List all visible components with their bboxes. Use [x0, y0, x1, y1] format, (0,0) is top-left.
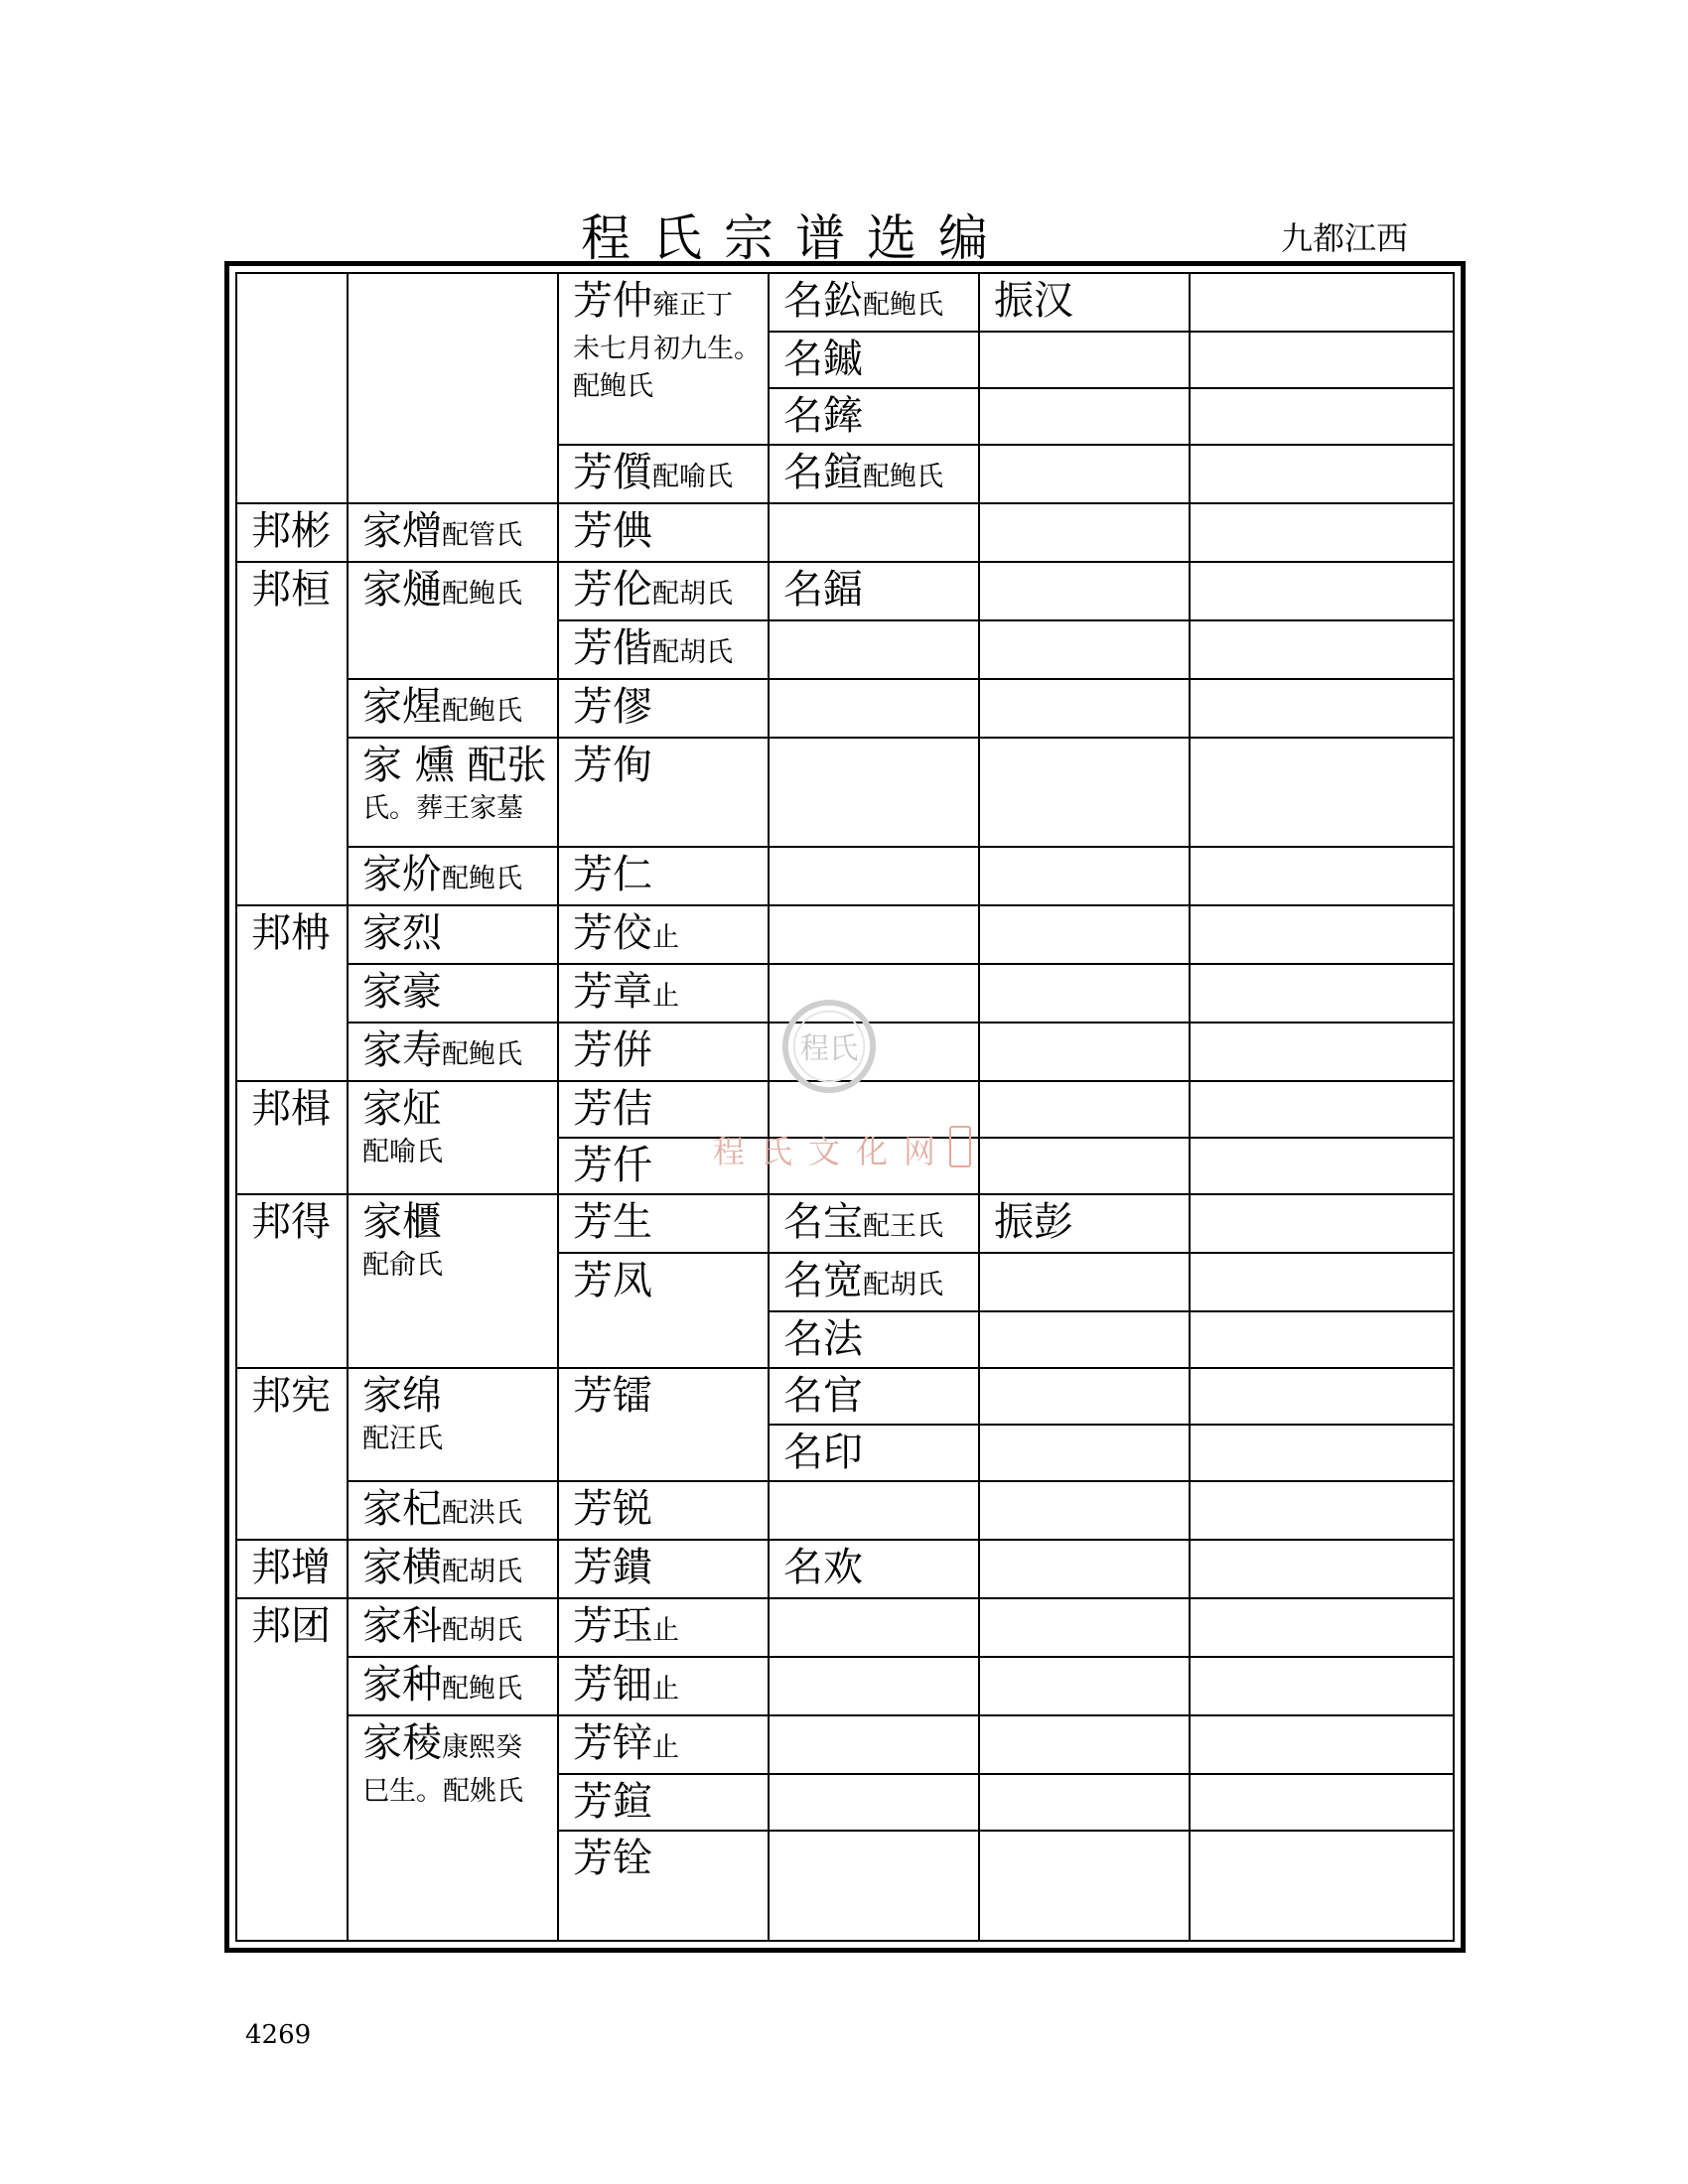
table-row: [236, 738, 1454, 847]
cell-gen1: 邦得: [236, 1194, 348, 1368]
cell-gen6: [1190, 1023, 1454, 1081]
cell-gen6: [1190, 1311, 1454, 1368]
member-name: 家櫃: [362, 1199, 442, 1245]
cell-gen5: [979, 503, 1190, 562]
cell-gen6: [1190, 1081, 1454, 1138]
member-name: 家熷: [362, 508, 442, 554]
cell-gen4: [769, 1598, 979, 1657]
table-row: [236, 905, 1454, 964]
table-row: [236, 503, 1454, 562]
member-name: 芳伦: [573, 567, 652, 613]
cell-gen4: [769, 1657, 979, 1715]
cell-gen5: [979, 1598, 1190, 1657]
member-note: 配胡氏: [863, 1270, 943, 1300]
cell-gen6: [1190, 1368, 1454, 1425]
member-name: 家炡: [362, 1086, 442, 1132]
table-row: [236, 679, 1454, 738]
cell-gen3: 芳鍹: [558, 1774, 769, 1831]
member-note: 配鲍氏: [442, 579, 522, 610]
cell-gen1: 邦增: [236, 1540, 348, 1598]
member-note: 配鲍氏: [442, 1039, 522, 1070]
member-name: 家绵: [362, 1373, 442, 1419]
cell-gen4: [769, 620, 979, 679]
member-note: 止: [652, 1732, 679, 1763]
cell-gen2: [348, 562, 558, 679]
page-title: 程氏宗谱选编: [581, 209, 1010, 267]
cell-gen6: [1190, 332, 1454, 388]
cell-gen2: 家烈: [348, 905, 558, 964]
cell-gen1: 邦柟: [236, 905, 348, 1081]
cell-gen4: [769, 1831, 979, 1941]
cell-gen6: [1190, 1715, 1454, 1774]
cell-gen1: 邦宪: [236, 1368, 348, 1540]
cell-gen3: 芳鐀: [558, 1540, 769, 1598]
cell-gen2: [348, 1194, 558, 1368]
cell-gen1: 邦桓: [236, 562, 348, 905]
cell-gen2: [348, 1540, 558, 1598]
member-note: 雍正丁: [652, 290, 733, 321]
cell-gen3: [558, 1715, 769, 1774]
cell-gen3: 芳倎: [558, 503, 769, 562]
cell-gen5: [979, 964, 1190, 1023]
cell-gen6: [1190, 1194, 1454, 1253]
cell-gen6: [1190, 388, 1454, 445]
cell-gen4: 名法: [769, 1311, 979, 1368]
member-note: 配俞氏: [362, 1250, 443, 1281]
cell-gen3: [558, 1598, 769, 1657]
cell-gen6: [1190, 1540, 1454, 1598]
cell-gen5: [979, 1081, 1190, 1138]
cell-gen6: [1190, 1253, 1454, 1311]
cell-gen5: [979, 1138, 1190, 1194]
member-name: 家杞: [362, 1486, 442, 1532]
cell-gen2: [348, 1081, 558, 1194]
cell-gen3: 芳佶: [558, 1081, 769, 1138]
cell-gen5: [979, 1831, 1190, 1941]
member-note: 配喻氏: [362, 1137, 443, 1167]
region-label: 九都江西: [1281, 219, 1409, 257]
page-number: 4269: [245, 2020, 312, 2050]
cell-gen4: 名印: [769, 1425, 979, 1481]
member-note: 配胡氏: [652, 637, 733, 668]
cell-gen2: [348, 1023, 558, 1081]
member-note: 未七月初九生。配鲍氏: [573, 334, 761, 402]
table-row: [236, 847, 1454, 905]
member-name: 芳钿: [573, 1662, 652, 1707]
cell-gen5: [979, 1774, 1190, 1831]
member-name: 家横: [362, 1545, 442, 1590]
member-note: 配鲍氏: [442, 1674, 522, 1705]
cell-gen2: [348, 1657, 558, 1715]
cell-gen4: [769, 1481, 979, 1540]
cell-gen4: [769, 905, 979, 964]
member-name: 名宝: [783, 1199, 863, 1245]
cell-gen5: [979, 905, 1190, 964]
cell-gen1: 邦楫: [236, 1081, 348, 1194]
cell-gen4: 名鏲: [769, 388, 979, 445]
cell-gen4: [769, 1253, 979, 1311]
member-name: 芳佼: [573, 910, 652, 956]
cell-gen6: [1190, 1138, 1454, 1194]
cell-gen5: [979, 1481, 1190, 1540]
cell-gen5: [979, 1368, 1190, 1425]
cell-gen6: [1190, 1598, 1454, 1657]
table-row: [236, 1598, 1454, 1657]
cell-gen3: [558, 620, 769, 679]
table-row: [236, 1194, 1454, 1253]
cell-gen5: [979, 332, 1190, 388]
cell-gen6: [1190, 1481, 1454, 1540]
cell-gen6: [1190, 679, 1454, 738]
cell-gen2: [348, 847, 558, 905]
member-name: 芳锌: [573, 1720, 652, 1766]
cell-gen3: [558, 964, 769, 1023]
cell-gen5: [979, 1253, 1190, 1311]
cell-gen5: [979, 388, 1190, 445]
cell-gen5: [979, 847, 1190, 905]
member-name: 芳仲: [573, 278, 652, 324]
seal-stamp-icon: [780, 998, 878, 1095]
member-note: 巳生。配姚氏: [362, 1776, 523, 1807]
cell-gen2: [348, 503, 558, 562]
member-note: 止: [652, 1615, 679, 1646]
cell-gen4: [769, 273, 979, 332]
cell-gen5: 振汉: [979, 273, 1190, 332]
member-name: 芳章: [573, 969, 652, 1015]
member-note: 配汪氏: [362, 1424, 443, 1454]
member-name: 家熥: [362, 567, 442, 613]
cell-gen5: [979, 1311, 1190, 1368]
member-note: 止: [652, 922, 679, 953]
cell-gen3: 芳僇: [558, 679, 769, 738]
member-name: 家炌: [362, 852, 442, 897]
cell-gen5: [979, 1023, 1190, 1081]
watermark-stamp-icon: [949, 1126, 971, 1167]
cell-gen1: 邦团: [236, 1598, 348, 1941]
cell-gen4: [769, 847, 979, 905]
cell-gen6: [1190, 445, 1454, 503]
member-note: 配洪氏: [442, 1498, 522, 1529]
cell-gen6: [1190, 964, 1454, 1023]
member-note: 配王氏: [863, 1211, 943, 1242]
cell-gen4: 名官: [769, 1368, 979, 1425]
cell-gen3: [558, 562, 769, 620]
genealogy-table: [235, 272, 1455, 1942]
cell-gen2: [348, 1598, 558, 1657]
member-note: 止: [652, 981, 679, 1012]
cell-gen3: 芳凤: [558, 1253, 769, 1368]
member-note: 氏。葬王家墓: [362, 793, 523, 824]
member-name: 家煋: [362, 684, 442, 730]
table-row: [236, 273, 1454, 332]
cell-gen3: [558, 273, 769, 445]
cell-gen4: 名鍢: [769, 562, 979, 620]
cell-gen2: [348, 738, 558, 847]
cell-gen3: 芳锐: [558, 1481, 769, 1540]
member-name: 家寿: [362, 1027, 442, 1073]
member-name: 名宽: [783, 1258, 863, 1303]
genealogy-table-frame: [224, 261, 1466, 1953]
cell-gen4: 名鏚: [769, 332, 979, 388]
cell-gen3: 芳仁: [558, 847, 769, 905]
cell-gen6: [1190, 562, 1454, 620]
cell-gen6: [1190, 273, 1454, 332]
member-note: 配鲍氏: [863, 290, 943, 321]
cell-gen5: [979, 562, 1190, 620]
table-row: [236, 562, 1454, 620]
cell-gen5: [979, 1540, 1190, 1598]
cell-gen6: [1190, 620, 1454, 679]
cell-gen2: [348, 1368, 558, 1481]
cell-gen6: [1190, 847, 1454, 905]
cell-gen3: 芳生: [558, 1194, 769, 1253]
cell-gen3: [558, 1657, 769, 1715]
cell-gen3: [558, 445, 769, 503]
cell-gen3: 芳仟: [558, 1138, 769, 1194]
member-name: 名鍹: [783, 450, 863, 495]
cell-gen6: [1190, 905, 1454, 964]
seal-text: 程氏: [799, 1030, 859, 1065]
cell-gen3: [558, 905, 769, 964]
cell-gen6: [1190, 1831, 1454, 1941]
cell-gen4: [769, 1774, 979, 1831]
cell-gen6: [1190, 1774, 1454, 1831]
cell-gen4: [769, 1715, 979, 1774]
cell-gen5: [979, 1715, 1190, 1774]
cell-gen1: [236, 273, 348, 503]
member-name: 家稜: [362, 1720, 442, 1766]
cell-gen6: [1190, 1657, 1454, 1715]
cell-gen3: 芳镭: [558, 1368, 769, 1481]
cell-gen4: [769, 445, 979, 503]
cell-gen3: 芳侚: [558, 738, 769, 847]
member-name: 家种: [362, 1662, 442, 1707]
member-note: 配鲍氏: [442, 696, 522, 727]
table-row: [236, 1481, 1454, 1540]
table-row: [236, 1540, 1454, 1598]
member-note: 康熙癸: [442, 1732, 522, 1763]
member-name: 家 燻 配张: [362, 743, 547, 788]
member-note: 止: [652, 1674, 679, 1705]
member-note: 配管氏: [442, 520, 522, 551]
member-note: 配鲍氏: [442, 864, 522, 894]
cell-gen1: 邦彬: [236, 503, 348, 562]
member-note: 配胡氏: [442, 1615, 522, 1646]
member-note: 配鲍氏: [863, 462, 943, 492]
cell-gen6: [1190, 1425, 1454, 1481]
cell-gen5: [979, 738, 1190, 847]
table-row: [236, 1715, 1454, 1774]
cell-gen3: 芳倂: [558, 1023, 769, 1081]
cell-gen6: [1190, 738, 1454, 847]
cell-gen2: [348, 1715, 558, 1941]
cell-gen5: [979, 679, 1190, 738]
watermark-text: 程氏文化网: [713, 1133, 952, 1170]
cell-gen4: 名欢: [769, 1540, 979, 1598]
member-name: 家科: [362, 1603, 442, 1649]
table-row: [236, 1368, 1454, 1425]
cell-gen4: [769, 1194, 979, 1253]
cell-gen2: [348, 679, 558, 738]
cell-gen4: [769, 679, 979, 738]
cell-gen4: [769, 738, 979, 847]
cell-gen5: [979, 1657, 1190, 1715]
cell-gen4: [769, 503, 979, 562]
cell-gen2: 家豪: [348, 964, 558, 1023]
member-note: 配喻氏: [652, 462, 733, 492]
member-note: 配胡氏: [442, 1557, 522, 1587]
cell-gen3: 芳铨: [558, 1831, 769, 1941]
cell-gen5: [979, 1425, 1190, 1481]
member-name: 芳珏: [573, 1603, 652, 1649]
member-name: 名鈆: [783, 278, 863, 324]
cell-gen5: 振彭: [979, 1194, 1190, 1253]
cell-gen2: [348, 1481, 558, 1540]
member-note: 配胡氏: [652, 579, 733, 610]
cell-gen2: [348, 273, 558, 503]
member-name: 芳儨: [573, 450, 652, 495]
table-row: [236, 1657, 1454, 1715]
member-name: 芳偕: [573, 625, 652, 671]
cell-gen6: [1190, 503, 1454, 562]
cell-gen5: [979, 620, 1190, 679]
cell-gen5: [979, 445, 1190, 503]
